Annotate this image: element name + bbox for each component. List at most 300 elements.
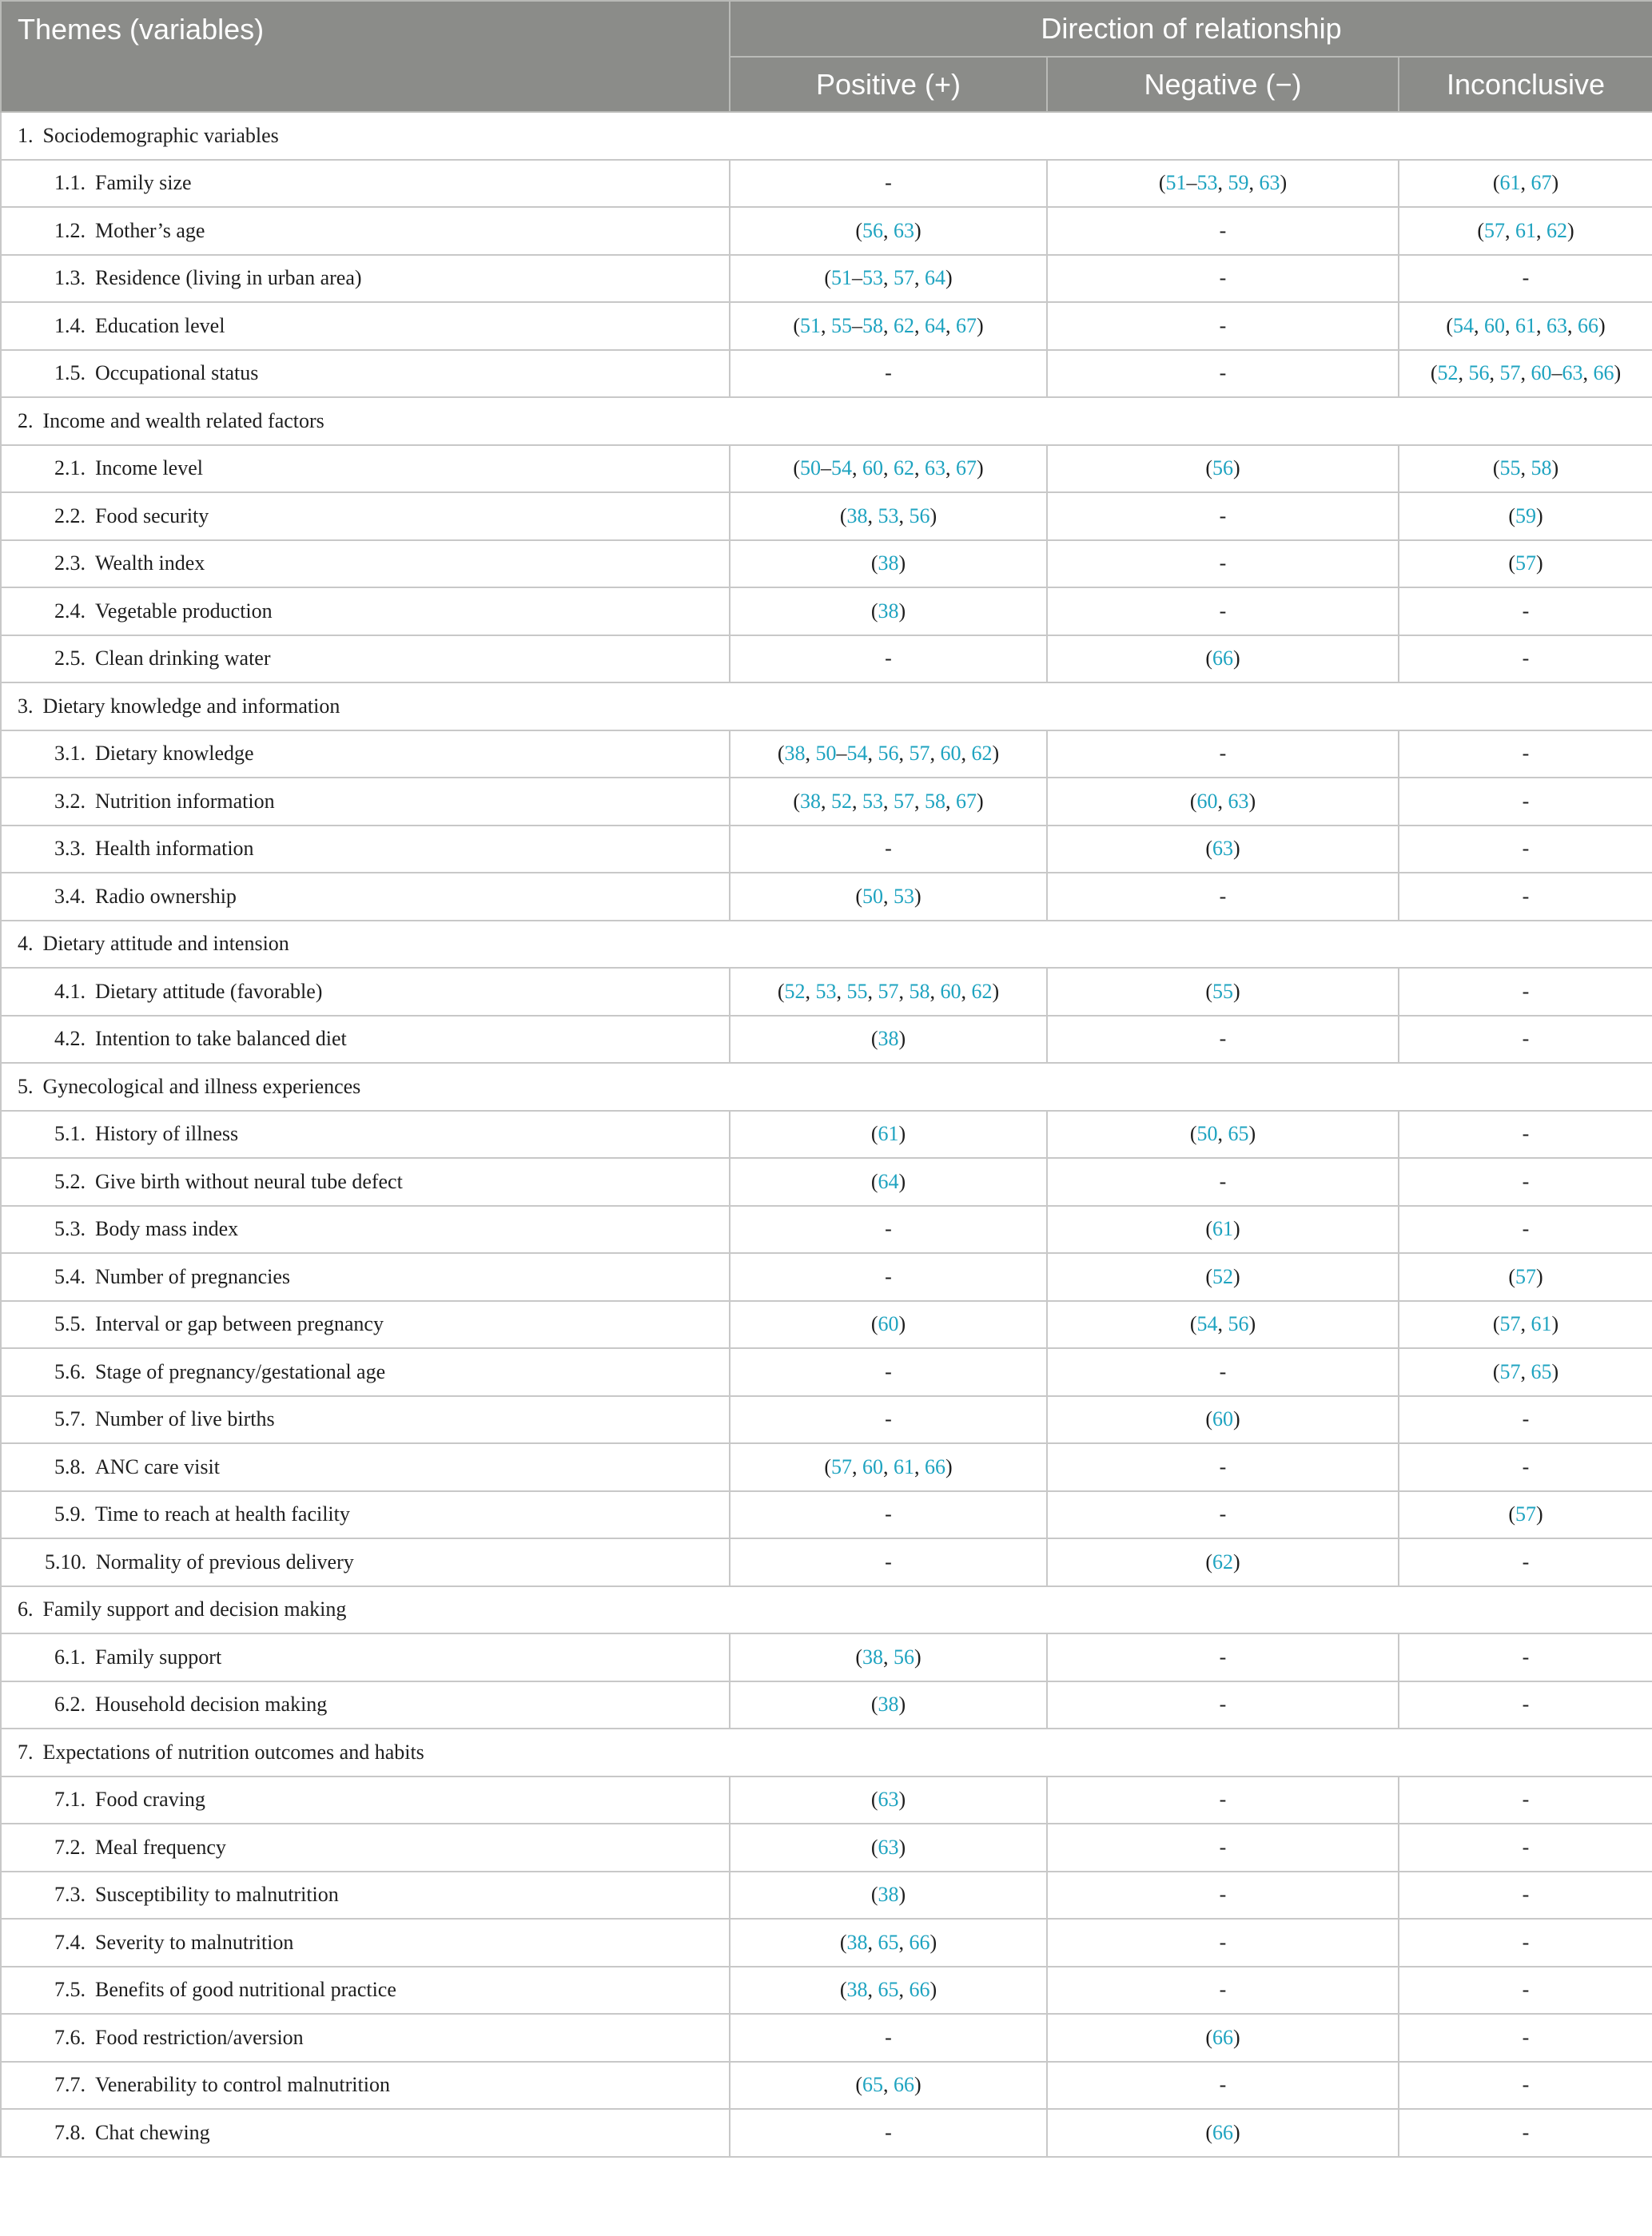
positive-cell: (38): [730, 1016, 1047, 1064]
citation-ref[interactable]: 57: [1515, 551, 1537, 575]
citation-ref[interactable]: 63: [1562, 361, 1583, 385]
theme-row: [1, 397, 1652, 445]
inconclusive-cell: -: [1399, 1206, 1652, 1254]
item-label: Occupational status: [95, 361, 259, 385]
citation-ref[interactable]: 38: [846, 1930, 868, 1954]
negative-cell: (60): [1047, 1396, 1399, 1444]
variable-label-cell: [1, 1016, 730, 1064]
item-label: Severity to malnutrition: [95, 1930, 294, 1954]
table-row: [1, 1681, 1652, 1729]
citation-ref[interactable]: 56: [1212, 456, 1233, 480]
negative-cell: -: [1047, 1443, 1399, 1491]
citation-ref[interactable]: 53: [878, 503, 899, 527]
citation-ref[interactable]: 58: [909, 979, 930, 1003]
citation-ref[interactable]: 57: [1499, 1359, 1521, 1383]
negative-cell: -: [1047, 1633, 1399, 1681]
item-label: Education level: [95, 313, 225, 337]
item-label: Dietary attitude and intension: [42, 932, 289, 956]
citation-ref[interactable]: 65: [862, 2073, 883, 2097]
item-number: 5.10.: [45, 1550, 86, 1574]
inconclusive-cell: (55, 58): [1399, 445, 1652, 493]
variable-label-cell: [1, 540, 730, 588]
inconclusive-cell: -: [1399, 873, 1652, 921]
item-label: Sociodemographic variables: [42, 123, 279, 147]
table-row: [1, 1633, 1652, 1681]
citation-ref[interactable]: 54: [1196, 1312, 1218, 1336]
item-number: 5.1.: [54, 1122, 86, 1146]
citation-ref[interactable]: 66: [925, 1454, 945, 1478]
theme-row: [1, 1586, 1652, 1634]
citation-ref[interactable]: 57: [1515, 1502, 1537, 1526]
citation-ref[interactable]: 57: [894, 789, 914, 813]
citation-ref[interactable]: 61: [1531, 1312, 1552, 1336]
item-label: ANC care visit: [95, 1454, 220, 1478]
item-label: Food restriction/aversion: [95, 2025, 304, 2049]
table-row: [1, 1491, 1652, 1539]
negative-cell: (55): [1047, 968, 1399, 1016]
item-number: 2.1.: [54, 456, 86, 480]
item-number: 7.8.: [54, 2120, 86, 2144]
citation-ref[interactable]: 67: [956, 456, 977, 480]
citation-ref[interactable]: 57: [1499, 361, 1521, 385]
citation-ref[interactable]: 63: [878, 1788, 899, 1812]
citation-ref[interactable]: 56: [894, 1645, 914, 1669]
negative-cell: -: [1047, 1776, 1399, 1824]
citation-ref[interactable]: 66: [909, 1978, 930, 2002]
positive-cell: (50–54, 60, 62, 63, 67): [730, 445, 1047, 493]
item-label: Clean drinking water: [95, 647, 271, 670]
citation-ref[interactable]: 56: [1228, 1312, 1249, 1336]
citation-ref[interactable]: 61: [1212, 1217, 1233, 1241]
positive-cell: (38): [730, 587, 1047, 635]
theme-label-cell: [1, 921, 1652, 969]
citation-ref[interactable]: 61: [1499, 171, 1521, 195]
citation-ref[interactable]: 65: [1531, 1359, 1552, 1383]
citation-ref[interactable]: 52: [831, 789, 852, 813]
item-label: Susceptibility to malnutrition: [95, 1883, 339, 1907]
positive-cell: (65, 66): [730, 2062, 1047, 2110]
citation-ref[interactable]: 56: [1468, 361, 1490, 385]
citation-ref[interactable]: 54: [1453, 313, 1475, 337]
citation-ref[interactable]: 55: [1212, 979, 1233, 1003]
variable-label-cell: [1, 730, 730, 778]
positive-cell: (51, 55–58, 62, 64, 67): [730, 302, 1047, 350]
item-number: 6.1.: [54, 1645, 86, 1669]
negative-cell: -: [1047, 1967, 1399, 2015]
item-label: Family size: [95, 171, 192, 195]
item-label: Time to reach at health facility: [95, 1502, 350, 1526]
citation-ref[interactable]: 38: [878, 599, 899, 623]
citation-ref[interactable]: 60: [862, 456, 883, 480]
variable-label-cell: [1, 1538, 730, 1586]
citation-ref[interactable]: 56: [862, 218, 883, 242]
inconclusive-cell: -: [1399, 1443, 1652, 1491]
variable-label-cell: [1, 207, 730, 255]
citation-ref[interactable]: 66: [1593, 361, 1614, 385]
citation-ref[interactable]: 62: [1547, 218, 1568, 242]
citation-ref[interactable]: 58: [1531, 456, 1552, 480]
variable-label-cell: [1, 492, 730, 540]
citation-ref[interactable]: 55: [1499, 456, 1521, 480]
inconclusive-cell: -: [1399, 968, 1652, 1016]
inconclusive-cell: -: [1399, 730, 1652, 778]
inconclusive-cell: -: [1399, 1967, 1652, 2015]
negative-cell: (62): [1047, 1538, 1399, 1586]
citation-ref[interactable]: 63: [1212, 837, 1233, 861]
citation-ref[interactable]: 66: [1212, 2120, 1233, 2144]
positive-cell: (38, 52, 53, 57, 58, 67): [730, 778, 1047, 826]
citation-ref[interactable]: 64: [878, 1169, 899, 1193]
citation-ref[interactable]: 55: [831, 313, 852, 337]
inconclusive-cell: (57): [1399, 540, 1652, 588]
citation-ref[interactable]: 53: [815, 979, 837, 1003]
citation-ref[interactable]: 59: [1228, 171, 1249, 195]
item-label: Give birth without neural tube defect: [95, 1169, 403, 1193]
header-positive: Positive (+): [730, 57, 1047, 112]
item-label: Family support: [95, 1645, 222, 1669]
negative-cell: -: [1047, 1681, 1399, 1729]
citation-ref[interactable]: 66: [1212, 2025, 1233, 2049]
inconclusive-cell: -: [1399, 255, 1652, 303]
citation-ref[interactable]: 53: [862, 266, 883, 290]
table-row: [1, 350, 1652, 398]
citation-ref[interactable]: 62: [971, 742, 993, 766]
item-number: 2.: [18, 408, 34, 432]
citation-ref[interactable]: 58: [862, 313, 883, 337]
item-label: Dietary knowledge and information: [42, 694, 340, 718]
variable-label-cell: [1, 1681, 730, 1729]
header-negative: Negative (−): [1047, 57, 1399, 112]
table-row: [1, 445, 1652, 493]
inconclusive-cell: -: [1399, 1776, 1652, 1824]
citation-ref[interactable]: 57: [1484, 218, 1506, 242]
theme-label-cell: [1, 1063, 1652, 1111]
citation-ref[interactable]: 63: [878, 1835, 899, 1859]
citation-ref[interactable]: 38: [846, 503, 868, 527]
variable-label-cell: [1, 1491, 730, 1539]
variable-label-cell: [1, 1776, 730, 1824]
citation-ref[interactable]: 53: [1196, 171, 1218, 195]
item-number: 6.: [18, 1597, 34, 1621]
item-label: Chat chewing: [95, 2120, 210, 2144]
variable-label-cell: [1, 1396, 730, 1444]
citation-ref[interactable]: 53: [894, 884, 914, 908]
item-number: 3.4.: [54, 884, 86, 908]
citation-ref[interactable]: 57: [831, 1454, 852, 1478]
citation-ref[interactable]: 62: [894, 313, 914, 337]
table-row: [1, 1967, 1652, 2015]
positive-cell: -: [730, 635, 1047, 683]
citation-ref[interactable]: 56: [909, 503, 930, 527]
table-row: [1, 2062, 1652, 2110]
table-row: [1, 1253, 1652, 1301]
inconclusive-cell: -: [1399, 1538, 1652, 1586]
negative-cell: -: [1047, 350, 1399, 398]
table-row: [1, 1538, 1652, 1586]
positive-cell: -: [730, 160, 1047, 208]
variable-label-cell: [1, 1206, 730, 1254]
item-number: 7.3.: [54, 1883, 86, 1907]
citation-ref[interactable]: 55: [846, 979, 868, 1003]
citation-ref[interactable]: 38: [862, 1645, 883, 1669]
citation-ref[interactable]: 52: [784, 979, 806, 1003]
table-body: [1, 112, 1652, 2157]
positive-cell: (56, 63): [730, 207, 1047, 255]
variable-label-cell: [1, 778, 730, 826]
table-row: [1, 1443, 1652, 1491]
citation-ref[interactable]: 51: [831, 266, 852, 290]
citation-ref[interactable]: 51: [800, 313, 821, 337]
citation-ref[interactable]: 60: [1484, 313, 1506, 337]
variable-label-cell: [1, 1253, 730, 1301]
negative-cell: (66): [1047, 635, 1399, 683]
item-label: Benefits of good nutritional practice: [95, 1978, 396, 2002]
theme-row: [1, 921, 1652, 969]
theme-label-cell: [1, 1729, 1652, 1776]
citation-ref[interactable]: 63: [1228, 789, 1249, 813]
item-number: 3.1.: [54, 742, 86, 766]
negative-cell: -: [1047, 302, 1399, 350]
item-number: 3.: [18, 694, 34, 718]
negative-cell: -: [1047, 587, 1399, 635]
citation-ref[interactable]: 60: [1196, 789, 1218, 813]
variable-label-cell: [1, 1301, 730, 1349]
item-label: Intention to take balanced diet: [95, 1027, 347, 1051]
item-number: 5.5.: [54, 1312, 86, 1336]
item-label: Income and wealth related factors: [42, 408, 324, 432]
negative-cell: -: [1047, 255, 1399, 303]
citation-ref[interactable]: 50: [1196, 1122, 1218, 1146]
item-label: Household decision making: [95, 1693, 328, 1717]
citation-ref[interactable]: 66: [1578, 313, 1599, 337]
citation-ref[interactable]: 38: [878, 1693, 899, 1717]
item-number: 1.1.: [54, 171, 86, 195]
item-label: Number of pregnancies: [95, 1264, 291, 1288]
header-themes: Themes (variables): [1, 1, 730, 112]
inconclusive-cell: -: [1399, 2014, 1652, 2062]
item-number: 1.3.: [54, 266, 86, 290]
table-row: [1, 1016, 1652, 1064]
variable-label-cell: [1, 2014, 730, 2062]
positive-cell: (64): [730, 1158, 1047, 1206]
citation-ref[interactable]: 62: [1212, 1550, 1233, 1574]
item-label: Meal frequency: [95, 1835, 226, 1859]
item-label: Residence (living in urban area): [95, 266, 362, 290]
item-number: 5.: [18, 1074, 34, 1098]
variable-label-cell: [1, 635, 730, 683]
citation-ref[interactable]: 60: [940, 742, 961, 766]
theme-label-cell: [1, 682, 1652, 730]
inconclusive-cell: -: [1399, 1016, 1652, 1064]
inconclusive-cell: -: [1399, 587, 1652, 635]
positive-cell: (61): [730, 1111, 1047, 1159]
item-label: Nutrition information: [95, 789, 275, 813]
item-number: 1.2.: [54, 218, 86, 242]
citation-ref[interactable]: 38: [800, 789, 821, 813]
citation-ref[interactable]: 57: [894, 266, 914, 290]
negative-cell: (51–53, 59, 63): [1047, 160, 1399, 208]
item-number: 7.2.: [54, 1835, 86, 1859]
citation-ref[interactable]: 50: [800, 456, 821, 480]
citation-ref[interactable]: 63: [1259, 171, 1280, 195]
item-label: Wealth index: [95, 551, 205, 575]
citation-ref[interactable]: 67: [956, 789, 977, 813]
citation-ref[interactable]: 60: [940, 979, 961, 1003]
variable-label-cell: [1, 445, 730, 493]
header-direction: Direction of relationship: [730, 1, 1652, 57]
table-row: [1, 1872, 1652, 1920]
table-row: [1, 873, 1652, 921]
item-label: Body mass index: [95, 1217, 239, 1241]
table-row: [1, 968, 1652, 1016]
item-number: 2.3.: [54, 551, 86, 575]
variable-label-cell: [1, 160, 730, 208]
item-number: 5.3.: [54, 1217, 86, 1241]
negative-cell: -: [1047, 873, 1399, 921]
citation-ref[interactable]: 57: [1499, 1312, 1521, 1336]
variable-label-cell: [1, 1633, 730, 1681]
inconclusive-cell: (57, 65): [1399, 1348, 1652, 1396]
citation-ref[interactable]: 62: [894, 456, 914, 480]
item-label: Vegetable production: [95, 599, 273, 623]
theme-label-cell: [1, 1586, 1652, 1634]
positive-cell: (38): [730, 1872, 1047, 1920]
theme-label-cell: [1, 112, 1652, 160]
positive-cell: -: [730, 1538, 1047, 1586]
variable-label-cell: [1, 1348, 730, 1396]
inconclusive-cell: -: [1399, 2062, 1652, 2110]
table-row: [1, 1396, 1652, 1444]
citation-ref[interactable]: 67: [956, 313, 977, 337]
citation-ref[interactable]: 58: [925, 789, 945, 813]
item-number: 7.5.: [54, 1978, 86, 2002]
citation-ref[interactable]: 38: [878, 1027, 899, 1051]
citation-ref[interactable]: 52: [1437, 361, 1459, 385]
item-label: Family support and decision making: [42, 1597, 347, 1621]
citation-ref[interactable]: 54: [846, 742, 868, 766]
table-row: [1, 730, 1652, 778]
theme-row: [1, 1063, 1652, 1111]
item-label: Income level: [95, 456, 203, 480]
citation-ref[interactable]: 50: [815, 742, 837, 766]
citation-ref[interactable]: 65: [878, 1930, 899, 1954]
citation-ref[interactable]: 52: [1212, 1264, 1233, 1288]
table-row: [1, 1301, 1652, 1349]
inconclusive-cell: -: [1399, 635, 1652, 683]
positive-cell: -: [730, 826, 1047, 873]
negative-cell: (50, 65): [1047, 1111, 1399, 1159]
positive-cell: (52, 53, 55, 57, 58, 60, 62): [730, 968, 1047, 1016]
inconclusive-cell: -: [1399, 1396, 1652, 1444]
citation-ref[interactable]: 60: [862, 1454, 883, 1478]
citation-ref[interactable]: 63: [925, 456, 945, 480]
citation-ref[interactable]: 38: [878, 551, 899, 575]
variable-label-cell: [1, 1967, 730, 2015]
theme-row: [1, 1729, 1652, 1776]
citation-ref[interactable]: 60: [1531, 361, 1552, 385]
table-row: [1, 1158, 1652, 1206]
citation-ref[interactable]: 59: [1515, 503, 1537, 527]
inconclusive-cell: (52, 56, 57, 60–63, 66): [1399, 350, 1652, 398]
citation-ref[interactable]: 38: [846, 1978, 868, 2002]
citation-ref[interactable]: 51: [1165, 171, 1187, 195]
citation-ref[interactable]: 62: [971, 979, 993, 1003]
citation-ref[interactable]: 63: [1547, 313, 1568, 337]
negative-cell: -: [1047, 1919, 1399, 1967]
citation-ref[interactable]: 38: [784, 742, 806, 766]
variable-label-cell: [1, 255, 730, 303]
inconclusive-cell: -: [1399, 778, 1652, 826]
item-label: Radio ownership: [95, 884, 237, 908]
citation-ref[interactable]: 61: [894, 1454, 914, 1478]
citation-ref[interactable]: 60: [878, 1312, 899, 1336]
table-row: [1, 587, 1652, 635]
item-label: Venerability to control malnutrition: [95, 2073, 390, 2097]
item-number: 5.7.: [54, 1407, 86, 1431]
item-label: Gynecological and illness experiences: [42, 1074, 361, 1098]
citation-ref[interactable]: 50: [862, 884, 883, 908]
negative-cell: -: [1047, 1491, 1399, 1539]
item-number: 2.5.: [54, 647, 86, 670]
variable-label-cell: [1, 302, 730, 350]
table-row: [1, 2109, 1652, 2157]
citation-ref[interactable]: 61: [1515, 313, 1537, 337]
variable-label-cell: [1, 2062, 730, 2110]
citation-ref[interactable]: 54: [831, 456, 852, 480]
citation-ref[interactable]: 67: [1531, 171, 1552, 195]
item-label: Expectations of nutrition outcomes and habits: [42, 1740, 424, 1764]
citation-ref[interactable]: 61: [878, 1122, 899, 1146]
citation-ref[interactable]: 66: [894, 2073, 914, 2097]
item-number: 7.6.: [54, 2025, 86, 2049]
item-number: 4.1.: [54, 979, 86, 1003]
citation-ref[interactable]: 60: [1212, 1407, 1233, 1431]
inconclusive-cell: (61, 67): [1399, 160, 1652, 208]
citation-ref[interactable]: 61: [1515, 218, 1537, 242]
citation-ref[interactable]: 66: [909, 1930, 930, 1954]
item-number: 7.: [18, 1740, 34, 1764]
negative-cell: (63): [1047, 826, 1399, 873]
positive-cell: (38, 56): [730, 1633, 1047, 1681]
citation-ref[interactable]: 64: [925, 313, 945, 337]
variable-label-cell: [1, 873, 730, 921]
citation-ref[interactable]: 63: [894, 218, 914, 242]
citation-ref[interactable]: 38: [878, 1883, 899, 1907]
header-inconclusive: Inconclusive: [1399, 57, 1652, 112]
table-row: [1, 778, 1652, 826]
citation-ref[interactable]: 53: [862, 789, 883, 813]
citation-ref[interactable]: 65: [878, 1978, 899, 2002]
table-row: [1, 1111, 1652, 1159]
citation-ref[interactable]: 57: [909, 742, 930, 766]
positive-cell: (57, 60, 61, 66): [730, 1443, 1047, 1491]
inconclusive-cell: (57, 61): [1399, 1301, 1652, 1349]
citation-ref[interactable]: 57: [878, 979, 899, 1003]
positive-cell: (60): [730, 1301, 1047, 1349]
table-row: [1, 1824, 1652, 1872]
item-label: Dietary attitude (favorable): [95, 979, 323, 1003]
negative-cell: -: [1047, 492, 1399, 540]
citation-ref[interactable]: 64: [925, 266, 945, 290]
item-number: 1.4.: [54, 313, 86, 337]
negative-cell: -: [1047, 730, 1399, 778]
citation-ref[interactable]: 66: [1212, 647, 1233, 670]
citation-ref[interactable]: 56: [878, 742, 899, 766]
positive-cell: (63): [730, 1776, 1047, 1824]
citation-ref[interactable]: 57: [1515, 1264, 1537, 1288]
inconclusive-cell: (57): [1399, 1491, 1652, 1539]
citation-ref[interactable]: 65: [1228, 1122, 1249, 1146]
